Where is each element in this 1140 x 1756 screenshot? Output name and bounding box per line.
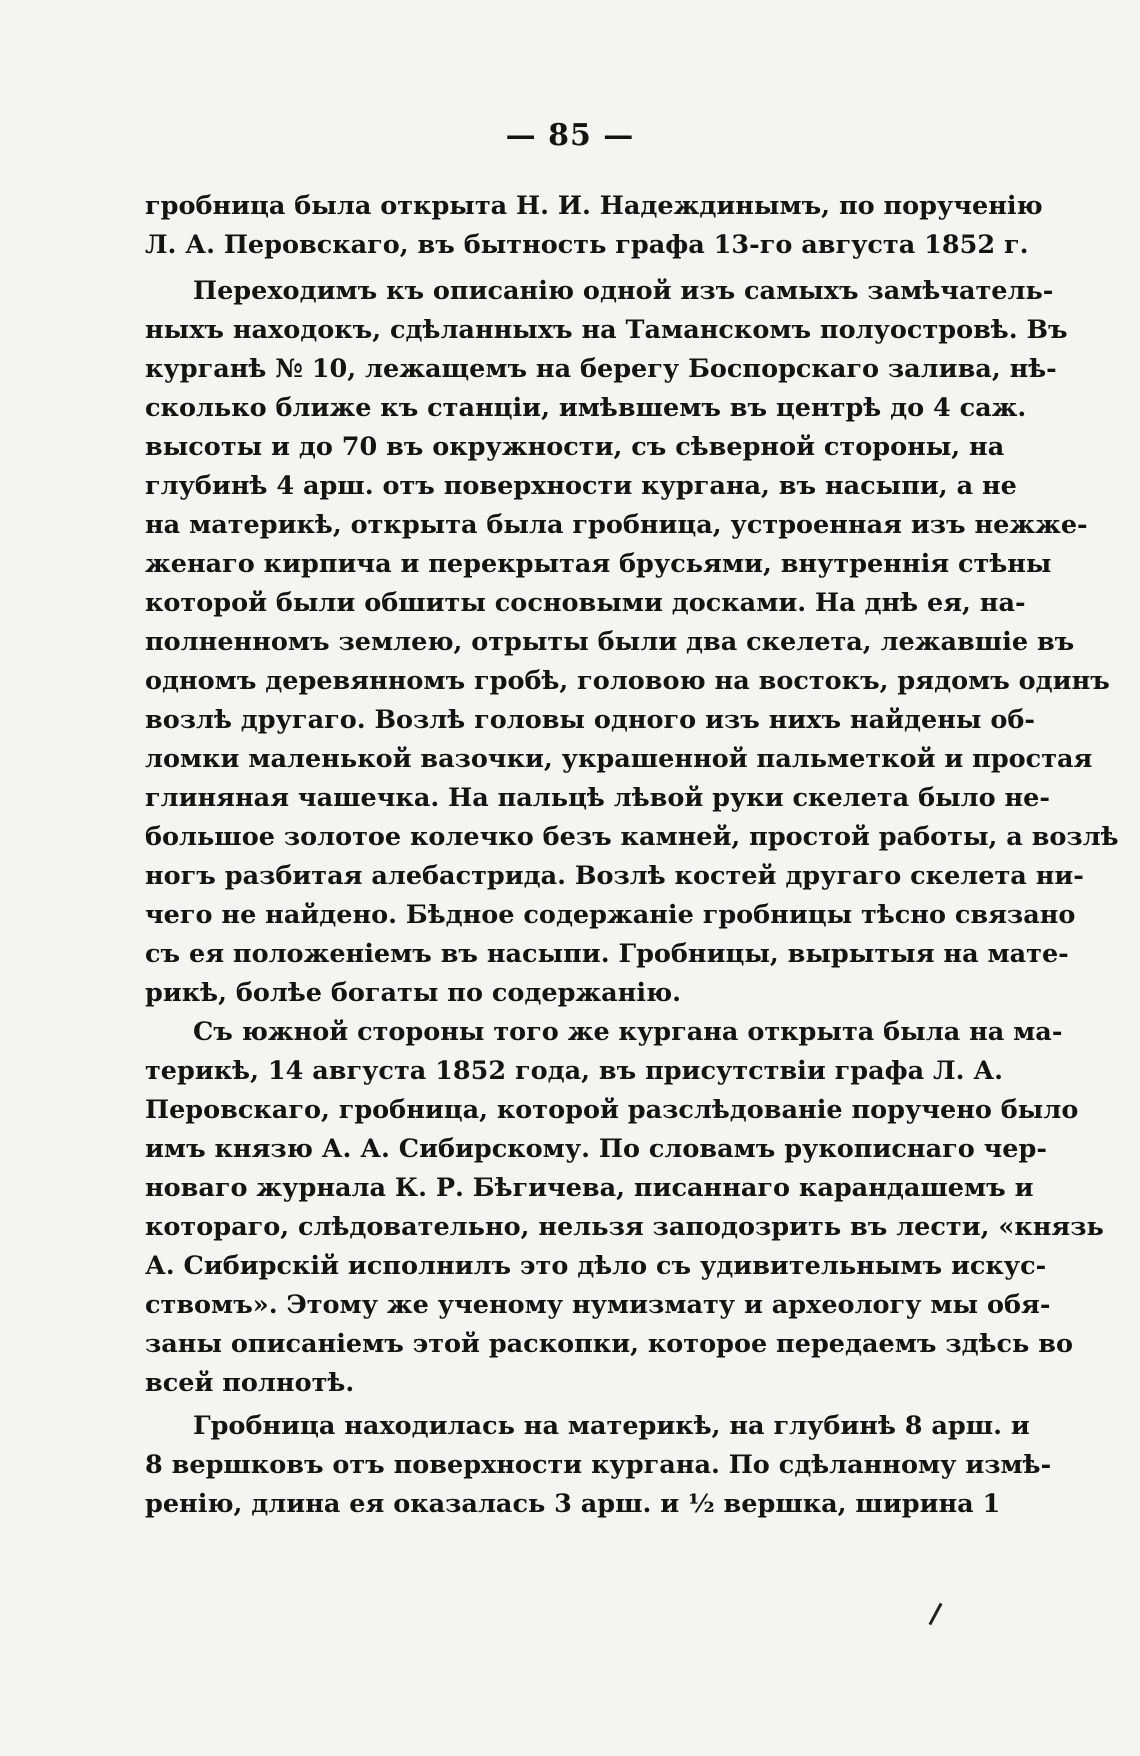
- text-line: ломки маленькой вазочки, украшенной пальметкой и простая: [145, 744, 1093, 774]
- text-line: А. Сибирскій исполнилъ это дѣло съ удивительнымъ искус-: [145, 1251, 1047, 1281]
- text-line: Переходимъ къ описанію одной изъ самыхъ замѣчатель-: [193, 276, 1054, 306]
- text-line: Л. А. Перовскаго, въ бытность графа 13-го августа 1852 г.: [145, 230, 1029, 260]
- text-line: глиняная чашечка. На пальцѣ лѣвой руки скелета было не-: [145, 783, 1050, 813]
- text-line: высоты и до 70 въ окружности, съ сѣверной стороны, на: [145, 432, 1005, 462]
- text-line: котораго, слѣдовательно, нельзя заподозрить въ лести, «князь: [145, 1212, 1104, 1242]
- text-line: Перовскаго, гробница, которой разслѣдованіе поручено было: [145, 1095, 1079, 1125]
- text-line: большое золотое колечко безъ камней, простой работы, а возлѣ: [145, 822, 1119, 852]
- text-line: терикѣ, 14 августа 1852 года, въ присутствіи графа Л. А.: [145, 1056, 1003, 1086]
- text-line: съ ея положеніемъ въ насыпи. Гробницы, вырытыя на мате-: [145, 939, 1069, 969]
- text-line: глубинѣ 4 арш. отъ поверхности кургана, въ насыпи, а не: [145, 471, 1017, 501]
- text-line: сколько ближе къ станціи, имѣвшемъ въ центрѣ до 4 саж.: [145, 393, 1027, 423]
- text-line: ренію, длина ея оказалась 3 арш. и ½ вершка, ширина 1: [145, 1489, 1001, 1519]
- text-line: одномъ деревянномъ гробѣ, головою на востокъ, рядомъ одинъ: [145, 666, 1110, 696]
- text-line: всей полнотѣ.: [145, 1368, 355, 1398]
- text-line: возлѣ другаго. Возлѣ головы одного изъ нихъ найдены об-: [145, 705, 1035, 735]
- text-line: гробница была открыта Н. И. Надеждинымъ, по порученію: [145, 191, 1043, 221]
- paragraph-4: [145, 1407, 1052, 1524]
- text-line: курганѣ № 10, лежащемъ на берегу Боспорскаго залива, нѣ-: [145, 354, 1057, 384]
- text-line: ныхъ находокъ, сдѣланныхъ на Таманскомъ полуостровѣ. Въ: [145, 315, 1068, 345]
- text-line: Гробница находилась на материкѣ, на глубинѣ 8 арш. и: [193, 1411, 1030, 1441]
- text-line: ногъ разбитая алебастрида. Возлѣ костей другаго скелета ни-: [145, 861, 1084, 891]
- text-line: заны описаніемъ этой раскопки, которое передаемъ здѣсь во: [145, 1329, 1073, 1359]
- text-line: 8 вершковъ отъ поверхности кургана. По сдѣланному измѣ-: [145, 1450, 1052, 1480]
- page-number: — 85 —: [505, 118, 635, 153]
- paragraph-3: [145, 1013, 1104, 1403]
- text-line: женаго кирпича и перекрытая брусьями, внутреннія стѣны: [145, 549, 1052, 579]
- text-line: имъ князю А. А. Сибирскому. По словамъ рукописнаго чер-: [145, 1134, 1047, 1164]
- ink-stroke-mark: [929, 1603, 943, 1626]
- text-line: рикѣ, болѣе богаты по содержанію.: [145, 978, 682, 1008]
- paragraph-1: [145, 187, 1043, 265]
- text-line: ствомъ». Этому же ученому нумизмату и археологу мы обя-: [145, 1290, 1051, 1320]
- text-line: на материкѣ, открыта была гробница, устроенная изъ нежже-: [145, 510, 1088, 540]
- text-line: которой были обшиты сосновыми досками. На днѣ ея, на-: [145, 588, 1026, 618]
- text-line: полненномъ землею, отрыты были два скелета, лежавшіе въ: [145, 627, 1075, 657]
- text-line: новаго журнала К. Р. Бѣгичева, писаннаго карандашемъ и: [145, 1173, 1034, 1203]
- text-line: чего не найдено. Бѣдное содержаніе гробницы тѣсно связано: [145, 900, 1076, 930]
- text-line: Съ южной стороны того же кургана открыта была на ма-: [193, 1017, 1063, 1047]
- paragraph-2: [145, 272, 1119, 1013]
